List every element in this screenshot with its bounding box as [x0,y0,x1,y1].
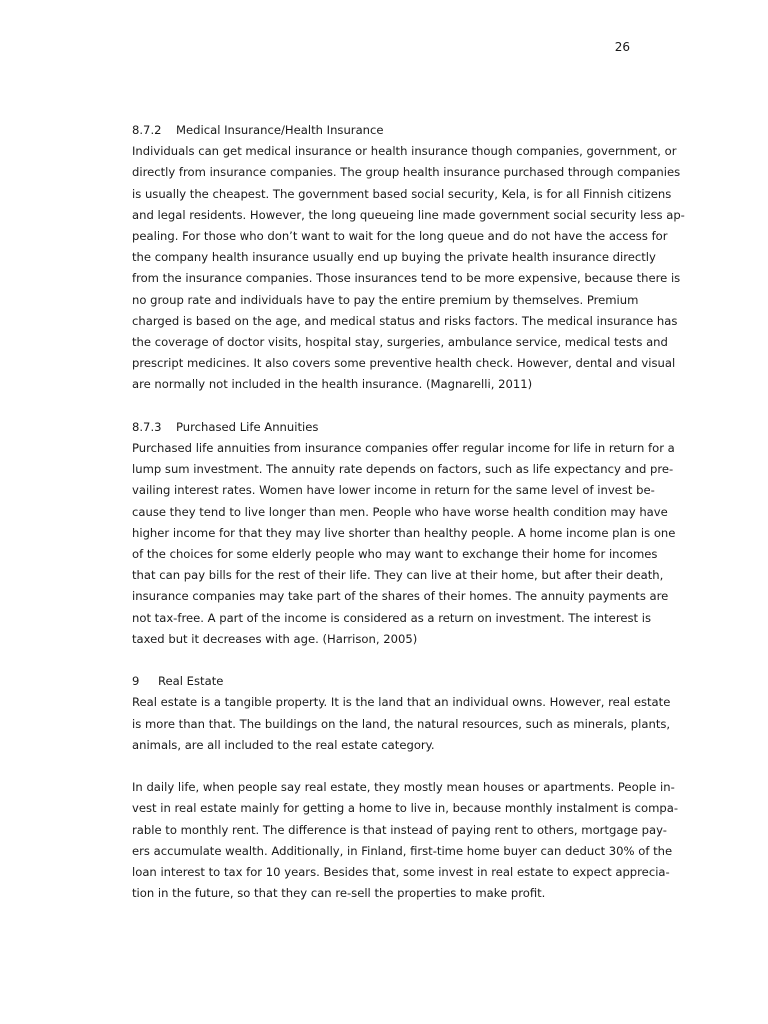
section-number: 9 [132,674,140,689]
section-number: 8.7.3 [132,419,162,434]
paragraph-line: insurance companies may take part of the shares of their homes. The annuity payments are [132,589,669,604]
paragraph-line: Purchased life annuities from insurance companies offer regular income for life in return for a [132,441,675,456]
paragraph-line: directly from insurance companies. The group health insurance purchased through companies [132,165,681,180]
section-real-estate [132,671,679,904]
paragraph-line: loan interest to tax for 10 years. Besides that, some invest in real estate to expect apprecia- [132,865,670,880]
paragraph-line: of the choices for some elderly people who may want to exchange their home for incomes [132,547,658,562]
section-heading [132,120,642,141]
paragraph-line: that can pay bills for the rest of their life. They can live at their home, but after their death, [132,568,664,583]
paragraph-line: charged is based on the age, and medical status and risks factors. The medical insurance has [132,313,678,328]
paragraph-line: is usually the cheapest. The government based social security, Kela, is for all Finnish citizens [132,186,672,201]
paragraph-line: the company health insurance usually end up buying the private health insurance directly [132,250,656,265]
paragraph-line: ers accumulate wealth. Additionally, in Finland, first-time home buyer can deduct 30% of the [132,843,673,858]
paragraph-line: is more than that. The buildings on the land, the natural resources, such as minerals, plants, [132,716,671,731]
paragraph-line: not tax-free. A part of the income is considered as a return on investment. The interest is [132,610,651,625]
paragraph-line: animals, are all included to the real estate category. [132,737,435,752]
paragraph-line: vest in real estate mainly for getting a home to live in, because monthly instalment is compa- [132,801,679,816]
section-title: Medical Insurance/Health Insurance [176,123,384,137]
paragraph-line: no group rate and individuals have to pay the entire premium by themselves. Premium [132,292,639,307]
paragraph-line: and legal residents. However, the long queueing line made government social security less ap- [132,207,685,222]
paragraph-line: vailing interest rates. Women have lower income in return for the same level of invest be- [132,483,655,498]
paragraph-line: Individuals can get medical insurance or health insurance though companies, government, or [132,144,677,159]
section-title: Real Estate [158,674,224,689]
paragraph-line: prescript medicines. It also covers some preventive health check. However, dental and visual [132,356,676,371]
section-heading [132,671,642,692]
section-title: Purchased Life Annuities [176,419,319,434]
paragraph-gap [132,756,642,777]
section-number: 8.7.2 [132,123,162,137]
paragraph-gap [132,396,642,417]
page-number: 26 [614,40,630,54]
paragraph-line: higher income for that they may live shorter than healthy people. A home income plan is one [132,525,676,540]
paragraph-line: cause they tend to live longer than men. People who have worse health condition may have [132,504,668,519]
paragraph-line: lump sum investment. The annuity rate depends on factors, such as life expectancy and pre- [132,462,674,477]
paragraph-line: Real estate is a tangible property. It is the land that an individual owns. However, real estate [132,695,671,710]
paragraph-line: from the insurance companies. Those insurances tend to be more expensive, because there is [132,271,681,286]
section-heading [132,417,642,438]
paragraph-line: tion in the future, so that they can re-sell the properties to make profit. [132,886,546,901]
page-content [132,120,685,904]
paragraph-line: rable to monthly rent. The difference is that instead of paying rent to others, mortgage pay- [132,822,667,837]
paragraph-line: In daily life, when people say real estate, they mostly mean houses or apartments. People in- [132,780,675,795]
paragraph-line: are normally not included in the health insurance. (Magnarelli, 2011) [132,377,533,392]
section-life-annuities [132,417,676,650]
section-medical-insurance [132,120,685,396]
paragraph-line: taxed but it decreases with age. (Harrison, 2005) [132,631,418,646]
paragraph-line: pealing. For those who don’t want to wait for the long queue and do not have the access for [132,229,668,244]
paragraph-gap [132,650,642,671]
paragraph-line: the coverage of doctor visits, hospital stay, surgeries, ambulance service, medical tests and [132,335,668,350]
